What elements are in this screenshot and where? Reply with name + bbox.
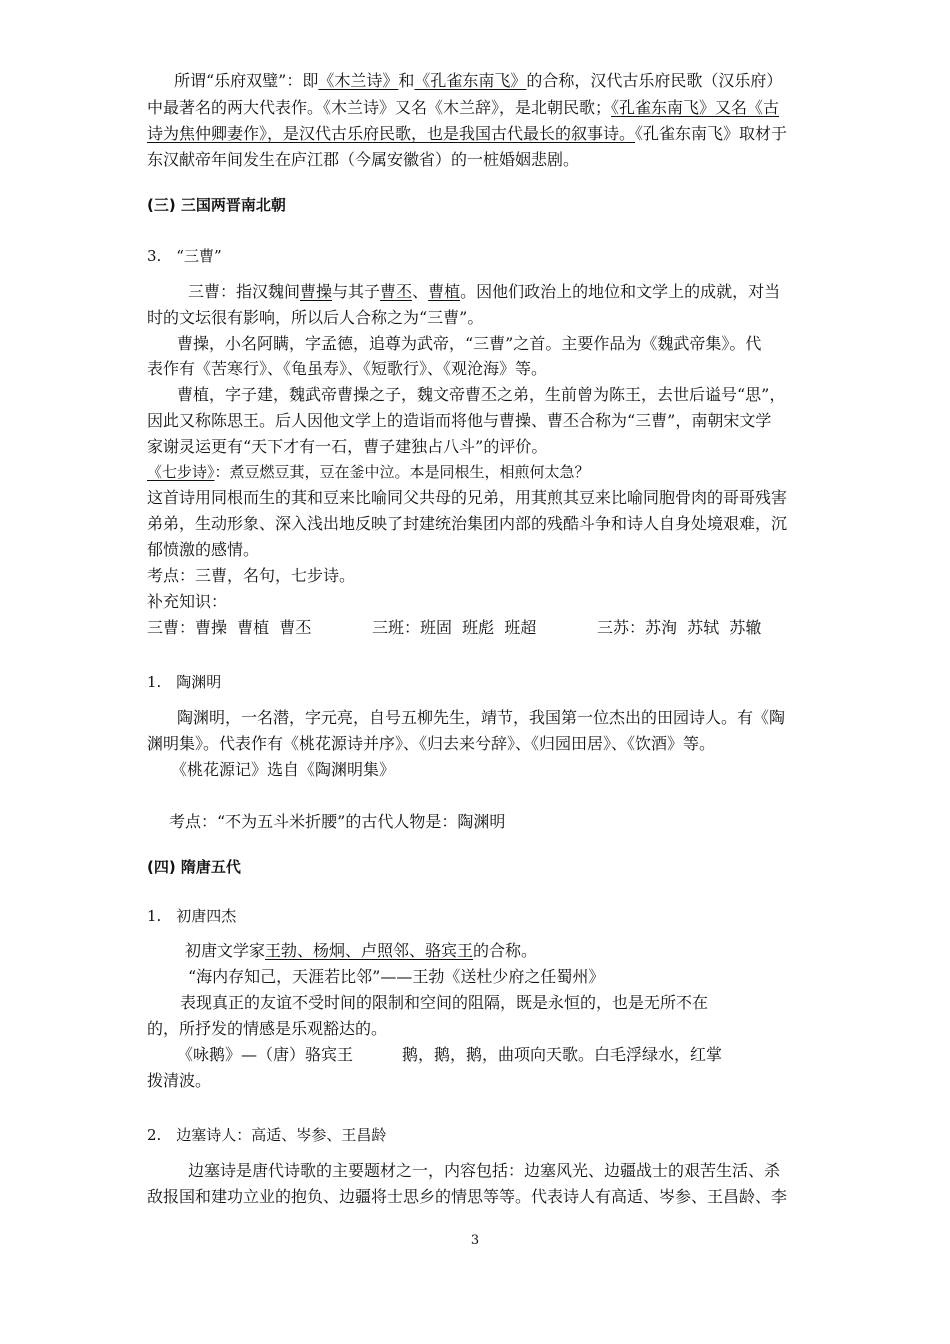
qibushi-explain-1: 这首诗用同根而生的萁和豆来比喻同父共母的兄弟，用萁煎其豆来比喻同胞骨肉的哥哥残害: [147, 488, 788, 507]
tao-line-2: 渊明集》。代表作有《桃花源诗并序》、《归去来兮辞》、《归园田居》、《饮酒》等。: [147, 734, 716, 753]
sancao-line-5: 曹植，字子建，魏武帝曹操之子，魏文帝曹丕之弟，生前曾为陈王，去世后谥号“思”，: [177, 385, 786, 404]
qibushi-line: 《七步诗》：煮豆燃豆萁，豆在釜中泣。本是同根生，相煎何太急？: [147, 463, 590, 481]
yuefu-line-3: 诗为焦仲卿妻作》，是汉代古乐府民歌，也是我国古代最长的叙事诗。《孔雀东南飞》取材于: [147, 124, 788, 143]
yuefu-line-4: 东汉献帝年间发生在庐江郡（今属安徽省）的一桩婚姻悲剧。: [147, 150, 580, 169]
sancao-line-4: 表作有《苦寒行》、《龟虽寿》、《短歌行》、《观沧海》等。: [147, 359, 548, 378]
chutang-line-6: 拨清波。: [147, 1071, 212, 1090]
sancao-line-1: 三曹：指汉魏间曹操与其子曹丕、曹植。因他们政治上的地位和文学上的成就，对当: [188, 282, 781, 301]
sancao-line-3: 曹操，小名阿瞒，字孟德，追尊为武帝，“三曹”之首。主要作品为《魏武帝集》。代: [177, 334, 762, 353]
chutang-title: 1. 初唐四杰: [147, 907, 237, 925]
chutang-line-3: 表现真正的友谊不受时间的限制和空间的阻隔，既是永恒的，也是无所不在: [180, 993, 709, 1012]
kongque-title: 《孔雀东南飞》: [414, 71, 527, 90]
yonge-poem: 鹅，鹅，鹅，曲项向天歌。白毛浮绿水，红掌: [402, 1045, 723, 1064]
sancao-kaodian: 考点：三曹，名句，七步诗。: [147, 566, 356, 585]
qibushi-title: 《七步诗》: [147, 463, 215, 481]
chutang-line-1: 初唐文学家王勃、杨炯、卢照邻、骆宾王的合称。: [185, 941, 538, 960]
page-number: 3: [470, 1233, 480, 1248]
biansai-line-2: 敌报国和建功立业的抱负、边疆将士思乡的情思等等。代表诗人有高适、岑参、王昌龄、李: [147, 1187, 788, 1206]
tao-line-3: 《桃花源记》选自《陶渊明集》: [171, 760, 396, 779]
yuefu-line-2: 中最著名的两大代表作。《木兰诗》又名《木兰辞》，是北朝民歌；《孔雀东南飞》又名《古: [147, 98, 780, 117]
mulan-title: 《木兰诗》: [318, 71, 399, 90]
sancao-title: 3. “三曹”: [147, 247, 222, 265]
biansai-line-1: 边塞诗是唐代诗歌的主要题材之一，内容包括：边塞风光、边疆战士的艰苦生活、杀: [188, 1161, 781, 1180]
qibushi-explain-3: 郁愤激的感情。: [147, 540, 260, 559]
four-poets-names: 王勃、杨炯、卢照邻、骆宾王: [265, 941, 474, 960]
tao-title: 1. 陶渊明: [147, 673, 222, 691]
tao-kaodian: 考点：“不为五斗米折腰”的古代人物是：陶渊明: [169, 812, 506, 831]
yuefu-line-1: 所谓“乐府双璧”：即《木兰诗》和《孔雀东南飞》的合称，汉代古乐府民歌（汉乐府）: [174, 71, 783, 90]
sancao-line-7: 家谢灵运更有“天下才有一石，曹子建独占八斗”的评价。: [147, 437, 548, 456]
section-heading-3: (三) 三国两晋南北朝: [147, 196, 286, 214]
chutang-line-5: 《咏鹅》—（唐）骆宾王: [177, 1045, 354, 1064]
sancao-line-2: 时的文坛很有影响，所以后人合称之为“三曹”。: [147, 308, 484, 327]
chutang-line-4: 的，所抒发的情感是乐观豁达的。: [147, 1019, 388, 1038]
section-heading-4: (四) 隋唐五代: [147, 858, 241, 876]
buchong-label: 补充知识：: [147, 592, 228, 611]
sansu-group: 三苏：苏洵 苏轼 苏辙: [597, 618, 762, 637]
tao-line-1: 陶渊明，一名潜，字元亮，自号五柳先生，靖节，我国第一位杰出的田园诗人。有《陶: [177, 708, 786, 727]
sancao-group: 三曹：曹操 曹植 曹丕: [147, 618, 312, 637]
biansai-title: 2. 边塞诗人：高适、岑参、王昌龄: [147, 1126, 387, 1144]
qibushi-explain-2: 弟弟，生动形象、深入浅出地反映了封建统治集团内部的残酷斗争和诗人自身处境艰难，沉: [147, 514, 788, 533]
sanban-group: 三班：班固 班彪 班超: [372, 618, 537, 637]
sancao-line-6: 因此又称陈思王。后人因他文学上的造诣而将他与曹操、曹丕合称为“三曹”，南朝宋文学: [147, 411, 772, 430]
chutang-line-2: “海内存知己，天涯若比邻”——王勃《送杜少府之任蜀州》: [188, 967, 605, 986]
